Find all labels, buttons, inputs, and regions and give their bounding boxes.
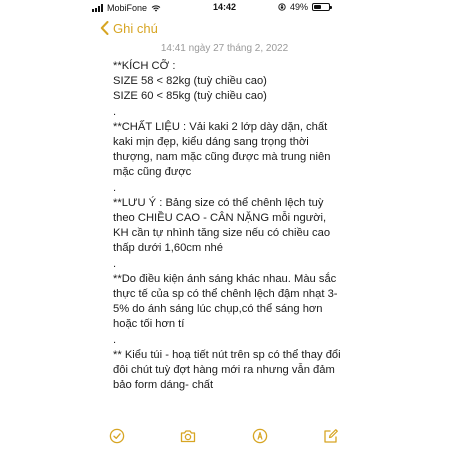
status-bar — [0, 0, 449, 16]
camera-button[interactable] — [179, 428, 197, 444]
note-line: ** Kiểu túi - hoạ tiết nút trên sp có thể thay đổi đôi chút tuỳ đợt hàng mới ra nhưng vẫn đảm bảo form dáng- chất — [113, 348, 344, 392]
note-line: **LƯU Ý : Bảng size có thể chênh lệch tuỳ theo CHIỀU CAO - CÂN NẶNG mỗi người, KH cần tự nhình tăng size nếu có chiều cao thấp dưới 1,60cm nhé — [113, 196, 334, 255]
note-line: **KÍCH CỠ : — [113, 60, 176, 72]
checklist-button[interactable] — [108, 428, 126, 444]
note-line: . — [113, 257, 117, 270]
carrier-label: MobiFone — [107, 3, 148, 13]
battery-icon — [312, 3, 330, 11]
note-body[interactable] — [113, 59, 343, 393]
compose-icon — [323, 428, 339, 444]
compose-button[interactable] — [322, 428, 340, 444]
chevron-left-icon — [100, 21, 109, 35]
bottom-toolbar — [0, 424, 449, 449]
note-line: SIZE 58 < 82kg (tuỳ chiều cao) — [113, 75, 267, 88]
back-button-label: Ghi chú — [113, 20, 158, 36]
note-line: . — [113, 181, 117, 194]
note-line: . — [113, 105, 117, 118]
camera-icon — [180, 428, 196, 444]
note-line: **CHẤT LIỆU : Vải kaki 2 lớp dày dặn, chất kaki mịn đẹp, kiểu dáng sang trọng thời thượng, nam mặc cũng được mà trung niên mặc cũng được — [113, 120, 334, 179]
screen-rotation-lock-icon — [278, 3, 286, 11]
note-line: **Do điều kiện ánh sáng khác nhau. Màu sắc thực tế của sp có thể chênh lệch đậm nhạt 3-5% do ánh sáng lúc chụp,có thể sáng hơn hoặc tối hơn tí — [113, 272, 340, 331]
status-right — [278, 2, 330, 12]
battery-percent: 49% — [290, 2, 309, 12]
back-button[interactable] — [100, 18, 158, 38]
note-timestamp: 14:41 ngày 27 tháng 2, 2022 — [160, 43, 289, 54]
note-line: SIZE 60 < 85kg (tuỳ chiều cao) — [113, 90, 267, 103]
status-time: 14:42 — [212, 2, 237, 12]
battery-level-fill — [314, 5, 321, 9]
markup-icon — [252, 428, 268, 444]
markup-button[interactable] — [251, 428, 269, 444]
note-line: . — [113, 333, 117, 346]
checklist-icon — [109, 428, 125, 444]
